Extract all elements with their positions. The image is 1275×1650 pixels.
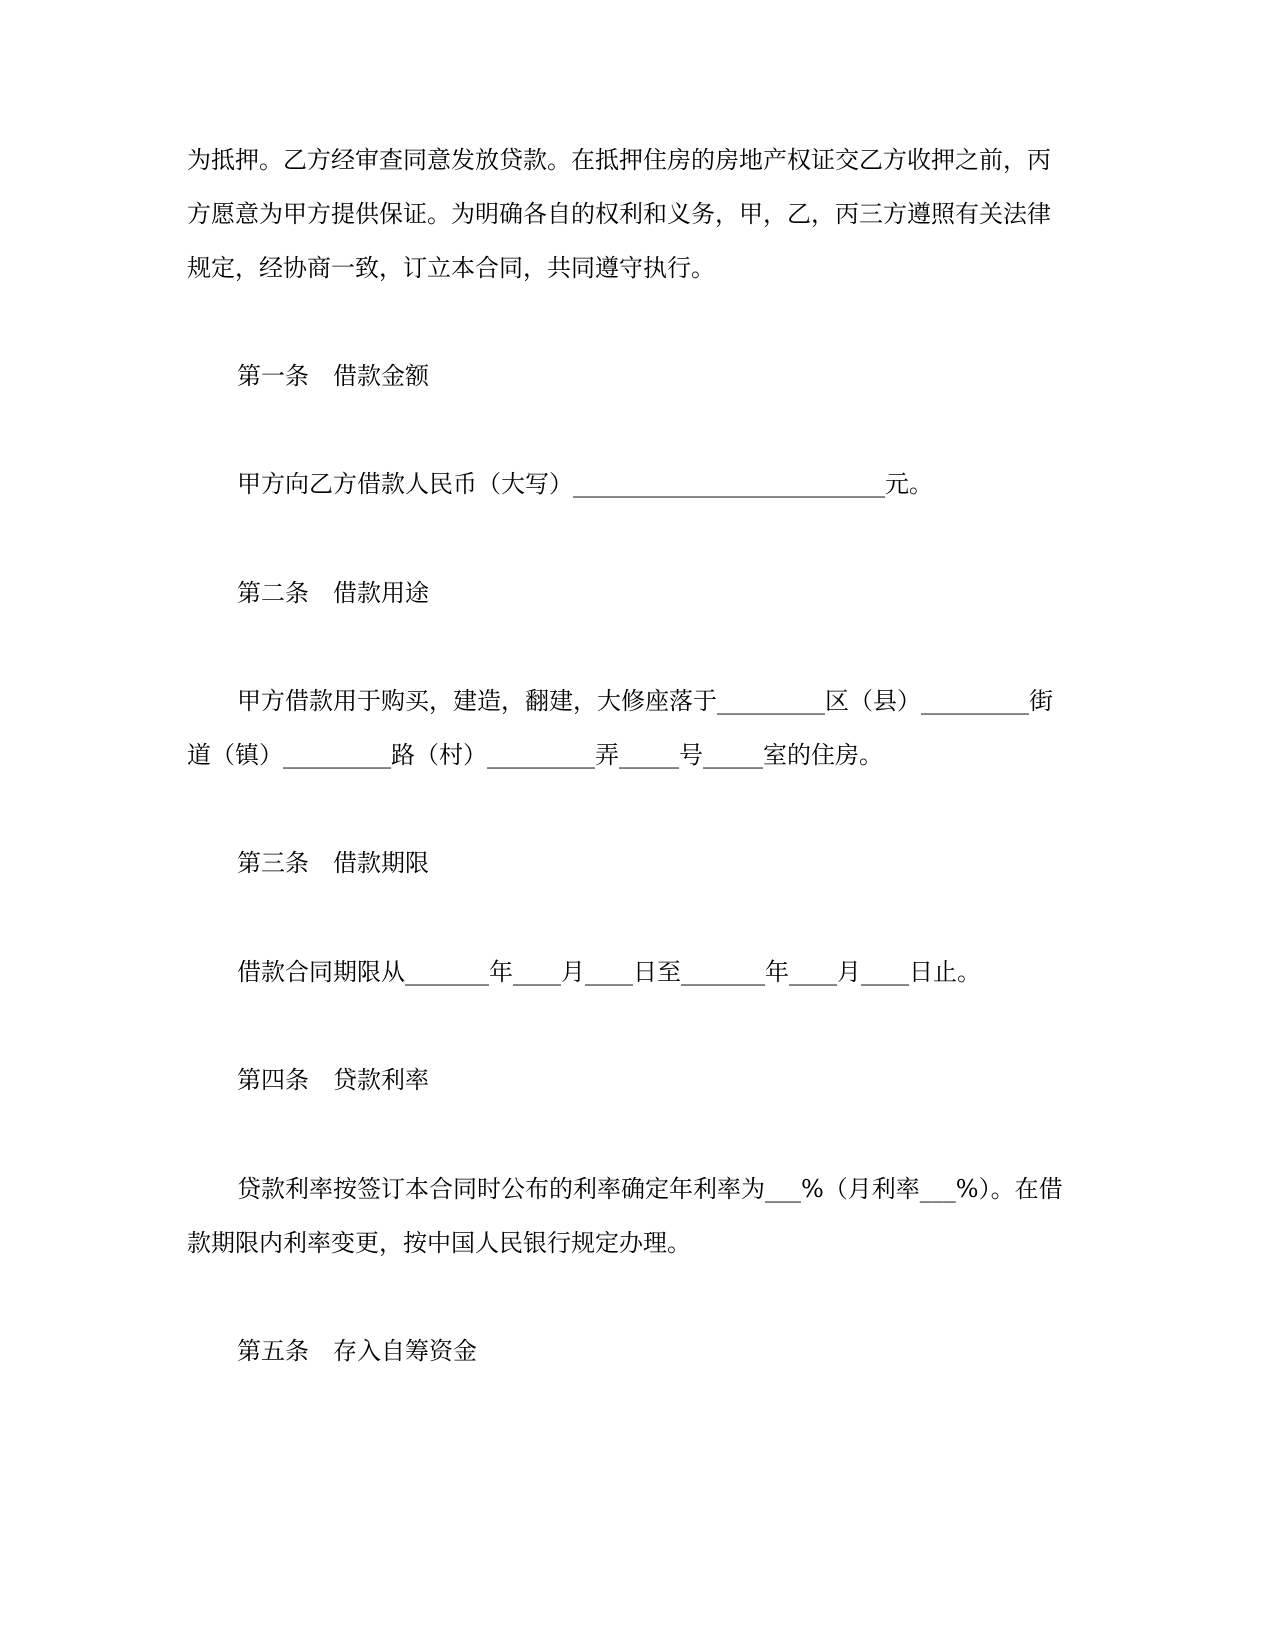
intro-line-3: 规定，经协商一致，订立本合同，共同遵守执行。 — [187, 254, 715, 282]
article-4-text-line-1: 贷款利率按签订本合同时公布的利率确定年利率为___%（月利率___%）。在借 — [237, 1175, 1063, 1203]
article-2-text-line-1: 甲方借款用于购买，建造，翻建，大修座落于_________区（县）_________街 — [237, 687, 1053, 715]
article-2-text-line-2: 道（镇）_________路（村）_________弄_____号_____室的住房。 — [187, 741, 883, 769]
article-4-heading: 第四条 贷款利率 — [237, 1066, 429, 1094]
intro-line-2: 方愿意为甲方提供保证。为明确各自的权利和义务，甲，乙，丙三方遵照有关法律 — [187, 200, 1051, 228]
article-4-text-line-2: 款期限内利率变更，按中国人民银行规定办理。 — [187, 1229, 691, 1257]
article-2-heading: 第二条 借款用途 — [237, 579, 429, 607]
article-1-heading: 第一条 借款金额 — [237, 362, 429, 390]
article-5-heading: 第五条 存入自筹资金 — [237, 1337, 477, 1365]
article-1-text-line-1: 甲方向乙方借款人民币（大写）__________________________元。 — [237, 470, 933, 498]
article-3-heading: 第三条 借款期限 — [237, 849, 429, 877]
intro-line-1: 为抵押。乙方经审查同意发放贷款。在抵押住房的房地产权证交乙方收押之前，丙 — [187, 146, 1051, 174]
article-3-text-line-1: 借款合同期限从_______年____月____日至_______年____月____日止。 — [237, 958, 981, 986]
